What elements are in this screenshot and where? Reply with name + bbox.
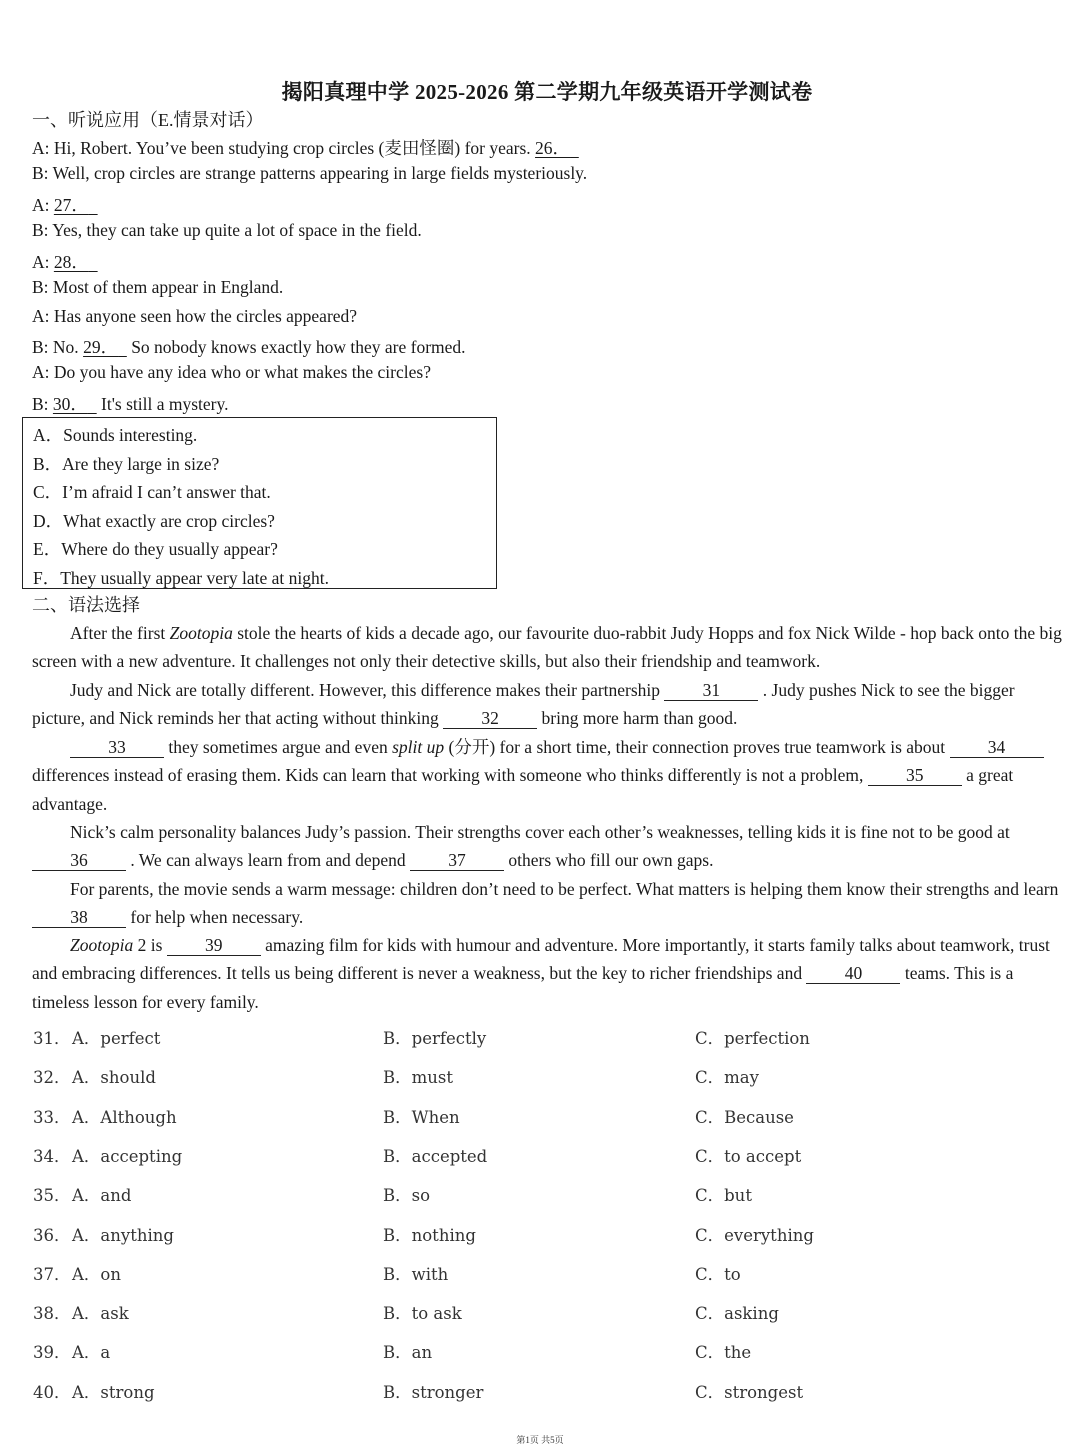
dialogue-blank-underline [88, 394, 97, 414]
p5-text-a: For parents, the movie sends a warm message: children don’t need to be perfect. What matters is helping them know their strengths and learn [70, 879, 1059, 899]
page-footer: 第1页 共5页 [516, 1435, 564, 1445]
option-item: D．What exactly are crop circles? [33, 510, 275, 531]
dialogue-blank-underline [89, 252, 98, 272]
choice-option[interactable]: A．ask [72, 1304, 129, 1324]
p4-text-c: others who fill our own gaps. [504, 850, 714, 871]
dialogue-line [32, 220, 422, 241]
choice-option[interactable]: A．strong [72, 1382, 155, 1402]
dialogue-text: B: Well, crop circles are strange patterns appearing in large fields mysteriously. [32, 163, 588, 183]
movie-title: Zootopia [169, 623, 233, 643]
dialogue-line [32, 163, 587, 184]
blank-31[interactable]: 31 [664, 682, 758, 701]
p4-text-a: Nick’s calm personality balances Judy’s passion. Their strengths cover each other’s weaknesses, telling kids it is fine not to be good at [70, 822, 1010, 842]
p3-text-d: a great advantage. [32, 765, 1014, 814]
dialogue-text: B: No. [32, 337, 84, 357]
blank-40[interactable]: 40 [806, 965, 900, 984]
choice-option[interactable]: A．accepting [72, 1146, 183, 1166]
choice-option[interactable]: B．with [383, 1264, 449, 1284]
blank-32[interactable]: 32 [443, 710, 537, 729]
choice-option[interactable]: A．anything [72, 1225, 174, 1245]
page-title: 揭阳真理中学 2025-2026 第二学期九年级英语开学测试卷 [281, 80, 813, 104]
section-1-heading: 一、听说应用（E.情景对话） [32, 110, 264, 130]
dialogue-text: B: Most of them appear in England. [32, 277, 284, 297]
p3-text-a: they sometimes argue and even [164, 737, 393, 757]
choice-option[interactable]: A．should [72, 1068, 156, 1088]
dialogue-text: A: [32, 252, 54, 272]
question-number: 33． [33, 1107, 71, 1127]
choice-option[interactable]: B．so [383, 1186, 431, 1206]
choice-option[interactable]: B．When [383, 1107, 460, 1127]
p3-text-c: differences instead of erasing them. Kids can learn that working with someone who thinks differently is not a problem, [32, 765, 868, 786]
p3-text-b: (分开) for a short time, their connection proves true teamwork is about [444, 737, 950, 757]
p6-text-c: teams. This is a timeless lesson for every family. [32, 963, 1014, 1012]
p6-text-b: amazing film for kids with humour and adventure. More importantly, it starts family talks about teamwork, trust and embracing differences. It tells us being different is never a weakness, but the key to richer friendships and [32, 935, 1050, 984]
choice-option[interactable]: B．must [383, 1068, 453, 1088]
dialogue-text: A: Hi, Robert. You’ve been studying crop circles (麦田怪圈) for years. [32, 138, 536, 158]
dialogue-text: B: [32, 394, 53, 414]
choice-option[interactable]: B．an [383, 1343, 433, 1363]
option-item: A．Sounds interesting. [33, 425, 198, 445]
dialogue-blank[interactable]: 26． [535, 138, 571, 158]
passage-paragraph-6 [32, 931, 1062, 1016]
dialogue-line [32, 306, 357, 327]
blank-36[interactable]: 36 [32, 852, 126, 871]
choice-option[interactable]: C．the [695, 1343, 752, 1363]
dialogue-text: A: Do you have any idea who or what makes the circles? [32, 362, 431, 382]
choice-option[interactable]: A．perfect [72, 1029, 161, 1048]
dialogue-text: B: Yes, they can take up quite a lot of space in the field. [32, 220, 422, 240]
dialogue-blank[interactable]: 28． [53, 252, 89, 272]
dialogue-line [32, 135, 579, 160]
blank-38[interactable]: 38 [32, 909, 126, 928]
dialogue-line [32, 192, 98, 217]
dialogue-blank[interactable]: 29． [83, 337, 119, 357]
p1-text-a: After the first [70, 623, 170, 643]
dialogue-text: A: Has anyone seen how the circles appeared? [32, 306, 358, 326]
p2-text-a: Judy and Nick are totally different. However, this difference makes their partnership [70, 680, 665, 700]
choice-option[interactable]: C．perfection [695, 1029, 810, 1048]
option-item: C．I’m afraid I can’t answer that. [33, 482, 271, 502]
section-2-heading: 二、语法选择 [32, 595, 140, 615]
dialogue-blank[interactable]: 27． [53, 195, 89, 215]
passage-paragraph-3 [32, 733, 1062, 818]
choice-option[interactable]: C．everything [695, 1225, 814, 1245]
dialogue-line [32, 277, 283, 298]
dialogue-blank-underline [89, 195, 98, 215]
dialogue-line [32, 249, 98, 274]
choice-option[interactable]: B．nothing [383, 1225, 476, 1245]
choice-option[interactable]: C．may [695, 1068, 759, 1088]
question-number: 40． [33, 1382, 71, 1402]
question-number: 34． [33, 1146, 71, 1166]
choice-option[interactable]: B．perfectly [383, 1029, 487, 1048]
choice-option[interactable]: B．stronger [383, 1382, 484, 1402]
question-number: 32． [33, 1068, 71, 1088]
p2-text-c: bring more harm than good. [537, 708, 738, 729]
blank-33[interactable]: 33 [70, 739, 164, 758]
passage-paragraph-5 [32, 875, 1062, 932]
passage-paragraph-4 [32, 818, 1062, 875]
passage-paragraph-2 [32, 676, 1062, 733]
choice-option[interactable]: B．to ask [383, 1304, 462, 1324]
p4-text-b: . We can always learn from and depend [126, 850, 410, 871]
choice-option[interactable]: A．Although [72, 1107, 177, 1127]
question-number: 37． [33, 1264, 71, 1284]
question-number: 39． [33, 1343, 71, 1363]
p2-text-b: . Judy pushes Nick to see the bigger picture, and Nick reminds her that acting without thinking [32, 680, 1015, 729]
option-item: F．They usually appear very late at night. [33, 567, 329, 588]
dialogue-line [32, 362, 431, 383]
blank-35[interactable]: 35 [868, 767, 962, 786]
option-item: E．Where do they usually appear? [33, 539, 278, 559]
question-number: 38． [33, 1304, 71, 1324]
dialogue-blank[interactable]: 30． [52, 394, 88, 414]
options-box [22, 417, 497, 589]
choice-option[interactable]: C．Because [695, 1107, 794, 1127]
passage-paragraph-1 [32, 619, 1062, 676]
choice-option[interactable]: C．to [695, 1264, 741, 1284]
choice-option[interactable]: B．accepted [383, 1146, 488, 1166]
question-number: 31． [33, 1029, 71, 1048]
p6-text-a: 2 is [133, 935, 167, 955]
choice-option[interactable]: A．on [72, 1264, 121, 1284]
choice-option[interactable]: C．to accept [695, 1146, 802, 1166]
choice-option[interactable]: A．a [72, 1343, 111, 1363]
movie-title-2: Zootopia [70, 935, 134, 955]
dialogue-blank-underline [118, 337, 127, 357]
question-number: 36． [33, 1225, 71, 1245]
dialogue-line [32, 391, 228, 416]
p1-text-b: stole the hearts of kids a decade ago, our favourite duo-rabbit Judy Hopps and fox Nick Wilde - hop back onto the big screen with a new adventure. It challenges not only their detective skills, but also their friendship and teamwork. [32, 623, 1062, 672]
choice-option[interactable]: A．and [72, 1186, 132, 1206]
choice-option[interactable]: C．strongest [695, 1382, 804, 1402]
p5-text-b: for help when necessary. [126, 907, 304, 928]
dialogue-text: A: [32, 195, 54, 215]
dialogue-blank-underline [570, 138, 579, 158]
dialogue-line [32, 334, 466, 359]
choice-option[interactable]: C．asking [695, 1304, 779, 1324]
blank-39[interactable]: 39 [167, 937, 261, 956]
dialogue-text-after: So nobody knows exactly how they are formed. [126, 337, 466, 357]
option-item: B．Are they large in size? [33, 453, 220, 474]
blank-37[interactable]: 37 [410, 852, 504, 871]
blank-34[interactable]: 34 [950, 739, 1044, 758]
dialogue-text-after: It's still a mystery. [96, 394, 229, 414]
split-up-phrase: split up [392, 737, 445, 757]
question-number: 35． [33, 1186, 71, 1206]
choice-option[interactable]: C．but [695, 1186, 752, 1206]
